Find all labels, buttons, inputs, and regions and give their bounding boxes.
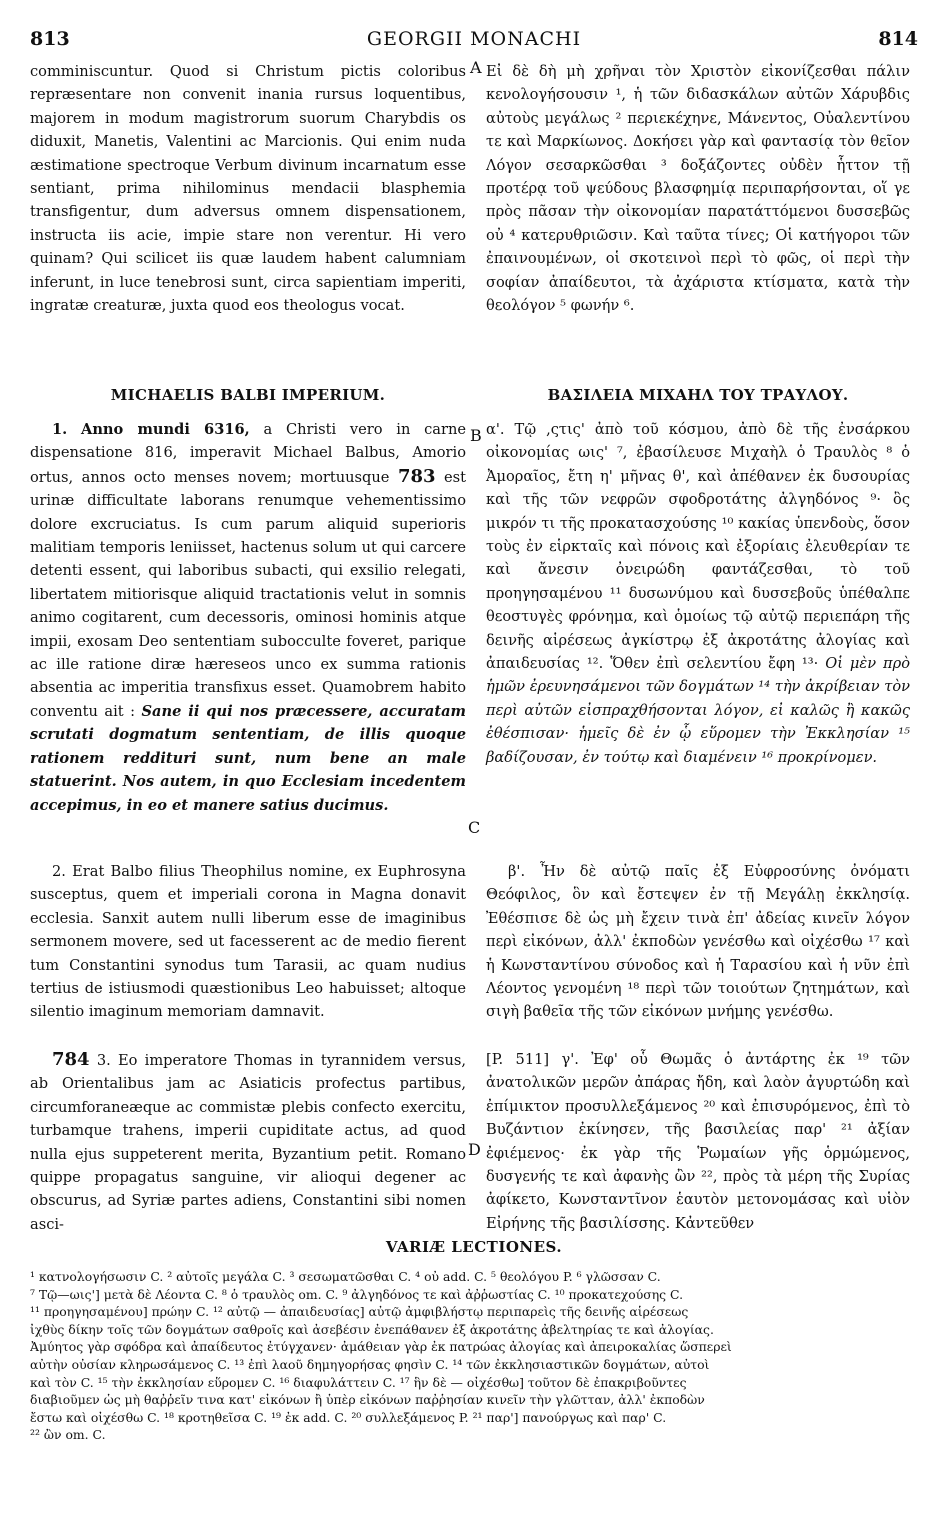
greek-p1-text: α'. Τῷ ,ςτις' ἀπὸ τοῦ κόσμου, ἀπὸ δὲ τῆς ἐνσάρκου οἰκονομίας ωις' ⁷, ἐβασίλευσε Μιχαὴλ ὁ Τραυλὸς ⁸ ὁ Ἀμοραῖος, ἔτη η' μῆνας θ', καὶ ἀπέθανεν ἐκ δυσουρίας καὶ τῆς τῶν νεφρῶν σφοδροτάτης ἀλγηδόνος ⁹· ὃς μικρόν τι τῆς προκατασχούσης ¹⁰ κακίας ὑπενδοὺς, ὅσον τοὺς ἐν εἱρκταῖς καὶ πόνοις καὶ ἐξορίαις ἐλευθερίαν τε καὶ ἄνεσιν ὀνειρώδη φαντάζεσθαι, τὸ τοῦ προηγησαμένου ¹¹ δυσωνύμου καὶ δυσσεβοῦς ὑπέθαλπε θεοστυγὲς φρόνημα, καὶ ὁμοίως τῷ αὐτῷ περιεπάρη τῆς δεινῆς αἱρέσεως ἀγκίστρῳ ἐξ ἀκροτάτης ἀλογίας καὶ ἀπαιδευσίας ¹². Ὅθεν ἐπὶ σελεντίου ἔφη ¹³· (486, 421, 910, 673)
latin-p1-quote: Sane ii qui nos præcessere, accuratam scrutati dogmatum sententiam, de illis quoque rationem reddituri sunt, num bene an male statuerint. Nos autem, in quo Ecclesiam incedentem accepimus, in eo et manere satius ducimus. (30, 702, 466, 814)
variant-line: διαβιοῦμεν ὡς μὴ θαῤῥεῖν τινα κατ' εἰκόνων ἢ ὑπὲρ εἰκόνων παῤῥησίαν κινεῖν τὴν γλῶτταν, ἀλλ' ἐκποδὼν (30, 1392, 705, 1408)
variant-line: ⁷ Τῷ—ωις'] μετὰ δὲ Λέοντα C. ⁸ ὁ τραυλὸς om. C. ⁹ ἀλγηδόνος τε καὶ ἀῤῥωστίας C. ¹⁰ προκατεχούσης C. (30, 1286, 684, 1302)
latin-p3-text: 3. Eo imperatore Thomas in tyrannidem versus, ab Orientalibus jam ac Asiaticis profectus partibus, circumforaneæque ac commistæ plebis confecto exercitu, turbamque trahens, imperii cupiditate actus, ad quod nulla ejus suppeterent merita, Byzantium petit. Romano quippe propagatus sanguine, vir alioqui degener ac obscurus, ad Syriæ partes adiens, Constantini sibi nomen asci- (30, 1052, 467, 1233)
page-header (30, 28, 918, 54)
greek-paragraph-1 (486, 418, 910, 769)
greek-section-heading: ΒΑΣΙΛΕΙΑ ΜΙΧΑΗΛ ΤΟΥ ΤΡΑΥΛΟΥ. (547, 386, 849, 404)
variant-line: αὐτὴν οὐσίαν κληρωσάμενος C. ¹³ ἐπὶ λαοῦ δημηγορήσας φησὶν C. ¹⁴ τῶν ἐκκλησιαστικῶν δογμάτων, αὐτοὶ (30, 1356, 710, 1372)
latin-p1-lead: Anno mundi 6316, (81, 421, 250, 438)
column-number-783: 783 (397, 465, 436, 487)
margin-letter-c: C (468, 818, 481, 837)
variant-line: ²² ὢν om. C. (30, 1427, 106, 1443)
latin-p1-text-a: a Christi vero in carne dispensatione 816, imperavit Michael Balbus, Amorio ortus, annos octo menses novem; mortuusque (30, 421, 467, 486)
latin-intro-paragraph: comminiscuntur. Quod si Christum pictis coloribus repræsentare non convenit inania rursus loquentibus, majorem in modum magistrorum suorum Charybdis os diduxit, Manetis, Valentini ac Marcionis. Qui enim nuda æstimatione spectroque Verbum divinum incarnatum esse sentiant, prima nihilominus mendacii blasphemia transfigentur, dum adversus omnem dispensationem, instructa iis acie, impie stare non verentur. Hi vero quinam? Qui scilicet iis quæ laudem habent calumniam inferunt, in luce tenebrosi sunt, circa sapientiam imperiti, ingratæ creaturæ, juxta quod eos theologus vocat. (30, 63, 466, 315)
page-number-right: 814 (878, 28, 918, 50)
latin-paragraph-3 (30, 1048, 466, 1236)
page-number-left: 813 (30, 28, 70, 50)
latin-paragraph-2: 2. Erat Balbo filius Theophilus nomine, ex Euphrosyna susceptus, quem et imperiali corona in Magna donavit ecclesia. Sanxit autem nulli liberum esse de imaginibus sermonem movere, sed ut facesserent ac de medio fierent tum Constantini synodus tum Tarasii, ac quam nudius tertius de istiusmodi quæstionibus Leo habuisset; altoque silentio imaginum memoriam damnavit. (30, 863, 466, 1021)
variae-lectiones-title: VARIÆ LECTIONES. (385, 1238, 563, 1256)
margin-letter-b: B (470, 426, 482, 445)
column-number-784: 784 (52, 1049, 90, 1070)
greek-paragraph-3: [P. 511] γ'. Ἐφ' οὗ Θωμᾶς ὁ ἀντάρτης ἐκ ¹⁹ τῶν ἀνατολικῶν μερῶν ἀπάρας ἤδη, καὶ λαὸν ἀγυρτώδη καὶ ἐπίμικτον προσυλλεξάμενος ²⁰ καὶ ἐπισυρόμενος, ἐπὶ τὸ Βυζάντιον ἐκίνησεν, τῆς βασιλείας παρ' ²¹ ἀξίαν ἐφιέμενος· ἐκ γὰρ τῆς Ῥωμαίων γῆς ὁρμώμενος, δυσγενής τε καὶ ἀφανὴς ὢν ²², πρὸς τὰ μέρη τῆς Συρίας ἀφίκετο, Κωνσταντῖνον ἑαυτὸν μετονομάσας καὶ υἱὸν Εἰρήνης τῆς βασιλίσσης. Κἀντεῦθεν (486, 1051, 910, 1232)
variant-line: Ἀμύητος γὰρ σφόδρα καὶ ἀπαίδευτος ἐτύγχανεν· ἀμάθειαν γὰρ ἐκ πατρώας ἀλογίας καὶ ἀπειροκαλίας ὥσπερεὶ (30, 1339, 732, 1355)
greek-intro-paragraph: Εἰ δὲ δὴ μὴ χρῆναι τὸν Χριστὸν εἰκονίζεσθαι πάλιν κενολογήσουσιν ¹, ἡ τῶν διδασκάλων αὐτῶν Χάρυβδις αὐτοὺς μεγάλως ² περιεκέχηνε, Μάνεντος, Οὐαλεντίνου τε καὶ Μαρκίωνος. Δοκήσει γὰρ καὶ φαντασίᾳ τὸν θεῖον Λόγον σεσαρκῶσθαι ³ δοξάζοντες οὐδὲν ἧττον τῇ προτέρᾳ τοῦ ψεύδους βλασφημίᾳ περιπαρήσονται, οἵ γε πρὸς πᾶσαν τὴν οἰκονομίαν παρατάττόμενοι δυσσεβῶς οὐ ⁴ κατερυθριῶσιν. Καὶ ταῦτα τίνες; Οἱ κατήγοροι τῶν ἐπαινουμένων, οἱ σκοτεινοὶ περὶ τὸ φῶς, οἱ περὶ τὴν σοφίαν ἀπαίδευτοι, τὰ ἀχάριστα κτίσματα, κατὰ τὴν θεολόγον ⁵ φωνήν ⁶. (486, 63, 910, 315)
variae-lectiones (30, 1268, 910, 1444)
variant-line: ¹ κατνολογήσωσιν C. ² αὐτοῖς μεγάλα C. ³ σεσωματῶσθαι C. ⁴ οὐ add. C. ⁵ θεολόγου P. ⁶ γλῶσσαν C. (30, 1269, 661, 1284)
latin-p1-text-b: est urinæ difficultate laborans renumque vehementissimo dolore excruciatus. Is cum parum aliquid superioris malitiam temporis leniisset, hactenus solum ut qui carcere detenti essent, qui laboribus subacti, qui exsilio relegati, libertatem mitiorisque aliquid tractationis velut in somnis animo cogitarent, cum decessoris, ominosi hominis atque impii, exosam Deo sententiam subocculte foveret, parique ac ille ratione diræ hæreseos unco ex summa rationis absentia ac imperitia transfixus esset. Quamobrem habito conventu ait : (30, 468, 467, 720)
variant-line: ἰχθὺς δίκην τοῖς τῶν δογμάτων σαθροῖς καὶ ἀσεβέσιν ἐνεπάθανεν ἐξ ἀκροτάτης ἀβελτηρίας τε καὶ ἀλογίας. (30, 1321, 714, 1337)
latin-section-heading: MICHAELIS BALBI IMPERIUM. (110, 386, 386, 404)
latin-p1-number: 1. (52, 421, 68, 438)
variant-line: ἔστω καὶ οἰχέσθω C. ¹⁸ κροτηθεῖσα C. ¹⁹ ἐκ add. C. ²⁰ συλλεξάμενος P. ²¹ παρ'] πανούργως καὶ παρ' C. (30, 1409, 667, 1425)
greek-p1-quote: Οἱ μὲν πρὸ ἡμῶν ἐρευνησάμενοι τῶν δογμάτων ¹⁴ τὴν ἀκρίβειαν τὸν περὶ αὐτῶν εἰσπραχθήσονται λόγον, εἰ καλῶς ἢ κακῶς ἐθέσπισαν· ἡμεῖς δὲ ἐν ᾧ εὕρομεν τὴν Ἐκκλησίαν ¹⁵ βαδίζουσαν, ἐν τούτῳ καὶ διαμένειν ¹⁶ προκρίνομεν. (486, 655, 911, 766)
variant-line: καὶ τὸν C. ¹⁵ τὴν ἐκκλησίαν εὕρομεν C. ¹⁶ διαφυλάττειν C. ¹⁷ ἣν δὲ — οἰχέσθω] τοῦτον δὲ ἐπακριβοῦντες (30, 1374, 687, 1390)
greek-paragraph-2: β'. Ἦν δὲ αὐτῷ παῖς ἐξ Εὐφροσύνης ὀνόματι Θεόφιλος, ὃν καὶ ἔστεψεν ἐν τῇ Μεγάλῃ ἐκκλησίᾳ. Ἐθέσπισε δὲ ὡς μὴ ἔχειν τινὰ ἐπ' ἀδείας κινεῖν λόγον περὶ εἰκόνων, ἀλλ' ἐκποδὼν γενέσθω καὶ οἰχέσθω ¹⁷ καὶ ἡ Κωνσταντίνου σύνοδος καὶ ἡ Ταρασίου καὶ ἡ νῦν ἐπὶ Λέοντος γενομένη ¹⁸ περὶ τῶν τοιούτων ζητημάτων, καὶ σιγὴ βαθεῖα τῆς τῶν εἰκόνων μνήμης γενέσθω. (486, 863, 910, 1021)
variant-line: ¹¹ προηγησαμένου] πρώην C. ¹² αὐτῷ — ἀπαιδευσίας] αὐτῷ ἀμφιβλήστῳ περιπαρεὶς τῆς δεινῆς αἱρέσεως (30, 1304, 689, 1320)
margin-letter-a: A (470, 58, 482, 77)
latin-paragraph-1 (30, 418, 466, 817)
margin-letter-d: D (468, 1140, 481, 1159)
running-title: GEORGII MONACHI (366, 28, 582, 50)
